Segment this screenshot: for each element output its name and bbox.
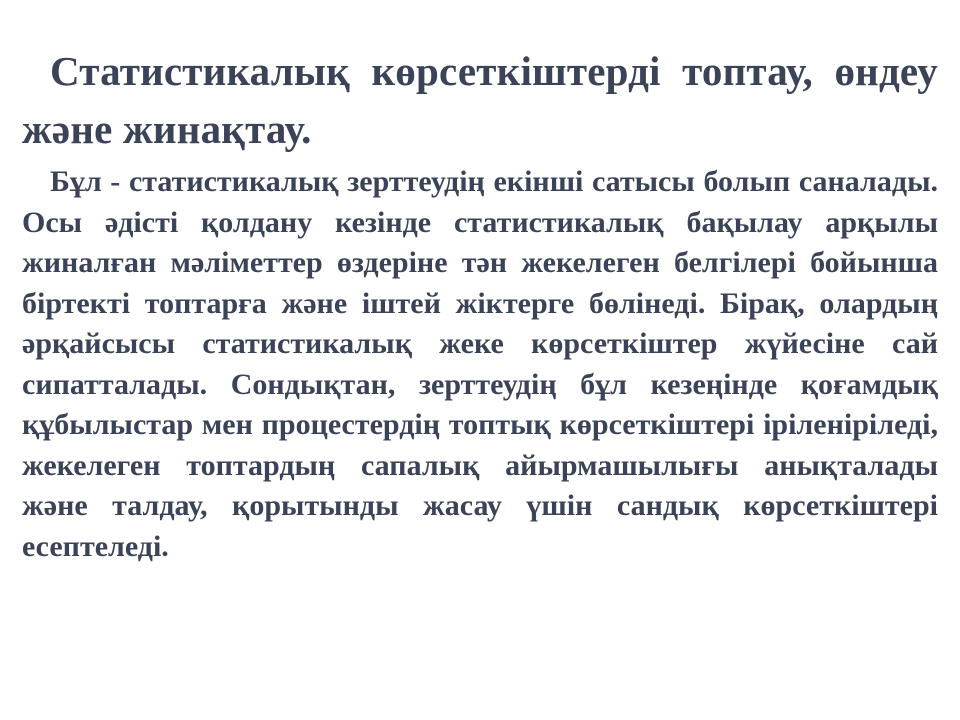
slide-content [22,42,938,567]
slide-body-text: Бұл - статистикалық зерттеудің екінші сатысы болып саналады. Осы әдісті қолдану кезінде статистикалық бақылау арқылы жиналған мәліметтер өздеріне тән жекелеген белгілері бойынша біртекті топтарға және іштей жіктерге бөлінеді. Бірақ, олардың әрқайсысы статистикалық жеке көрсеткіштер жүйесіне сай сипатталады. Сондықтан, зерттеудің бұл кезеңінде қоғамдық құбылыстар мен процестердің топтық көрсеткіштері іріленіріледі, жекелеген топтардың сапалық айырмашылығы анықталады және талдау, қорытынды жасау үшін сандық көрсеткіштері есептеледі. [22,165,938,563]
slide-title: Статистикалық көрсеткіштерді топтау, өндеу және жинақтау. [22,48,938,152]
